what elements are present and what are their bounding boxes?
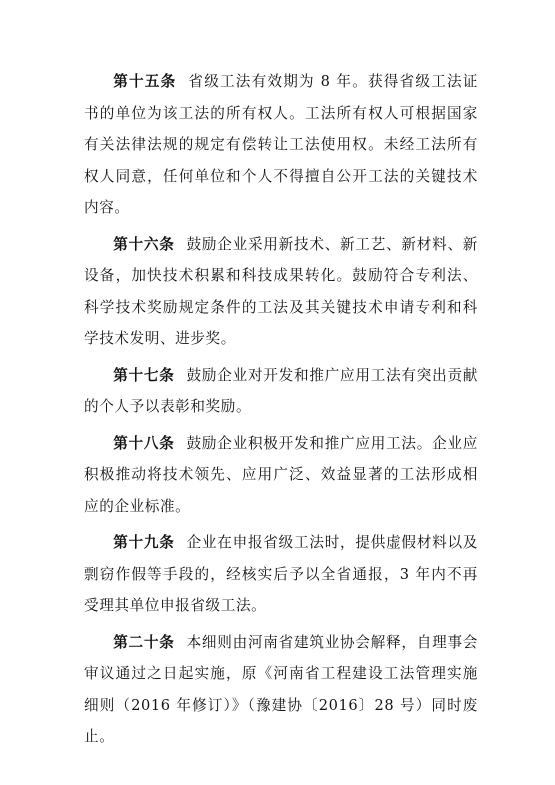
article-text: 鼓励企业对开发和推广应用工法有突出贡献的个人予以表彰和奖励。 <box>84 366 478 415</box>
article-15 <box>84 66 478 224</box>
article-text: 省级工法有效期为 8 年。获得省级工法证书的单位为该工法的所有权人。工法所有权人可根据国家有关法律法规的规定有偿转让工法使用权。未经工法所有权人同意，任何单位和个人不得擅自公开工法的关键技术内容。 <box>84 73 478 216</box>
article-heading: 第十六条 <box>113 235 175 253</box>
article-17 <box>84 360 478 423</box>
article-heading: 第十八条 <box>113 434 175 452</box>
article-text: 企业在申报省级工法时，提供虚假材料以及剽窃作假等手段的，经核实后予以全省通报，3 年内不再受理其单位申报省级工法。 <box>84 534 478 614</box>
article-20 <box>84 627 478 753</box>
article-heading: 第二十条 <box>113 633 175 651</box>
article-18 <box>84 428 478 523</box>
document-body <box>84 66 478 758</box>
article-text: 鼓励企业积极开发和推广应用工法。企业应积极推动将技术领先、应用广泛、效益显著的工法形成相应的企业标准。 <box>84 434 478 515</box>
article-19 <box>84 527 478 622</box>
article-text: 鼓励企业采用新技术、新工艺、新材料、新设备，加快技术积累和科技成果转化。鼓励符合专利法、科学技术奖励规定条件的工法及其关键技术申请专利和科学技术发明、进步奖。 <box>84 235 478 347</box>
article-16 <box>84 229 478 355</box>
article-heading: 第十五条 <box>113 73 177 90</box>
article-text: 本细则由河南省建筑业协会解释，自理事会审议通过之日起实施，原《河南省工程建设工法管理实施细则（2016 年修订）》（豫建协〔2016〕28 号）同时废止。 <box>84 633 478 745</box>
article-heading: 第十九条 <box>113 534 175 551</box>
article-heading: 第十七条 <box>113 366 175 384</box>
